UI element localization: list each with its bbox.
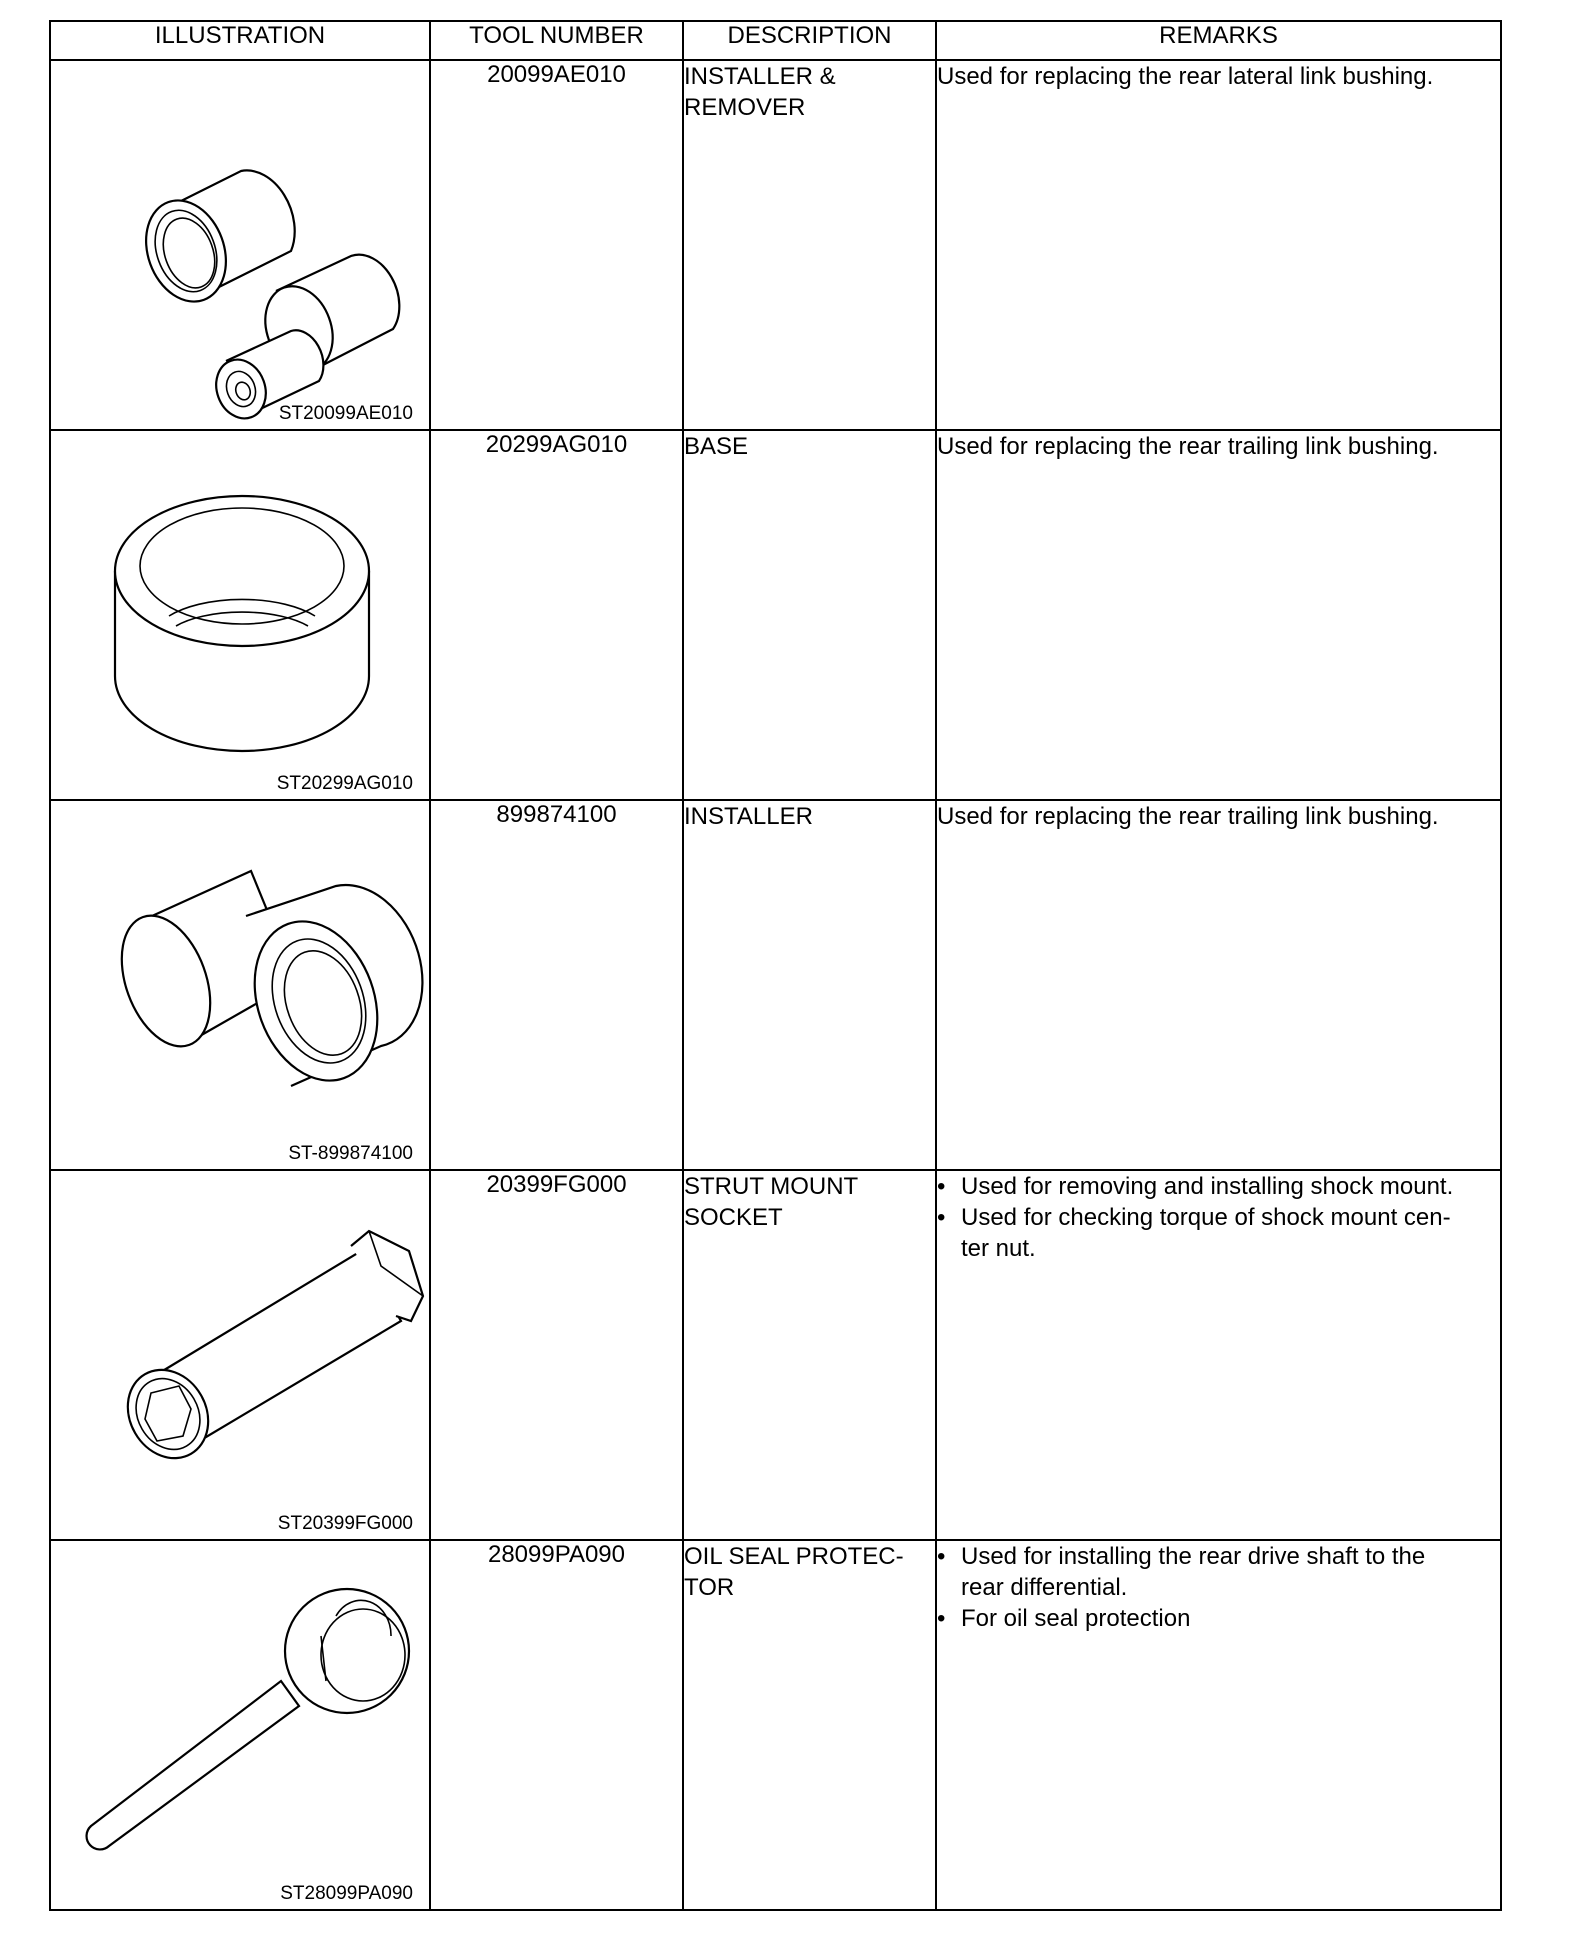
description: INSTALLER <box>683 800 936 1170</box>
header-description: DESCRIPTION <box>683 21 936 60</box>
remarks <box>936 1170 1501 1540</box>
illustration-cell <box>50 800 430 1170</box>
installer-remover-icon <box>51 61 431 429</box>
description: STRUT MOUNT SOCKET <box>683 1170 936 1540</box>
remark-text: For oil seal protection <box>961 1605 1191 1632</box>
strut-socket-icon <box>51 1171 431 1539</box>
illustration-cell <box>50 1540 430 1910</box>
bullet-icon: • <box>937 1204 946 1231</box>
table-row <box>50 430 1501 800</box>
tool-number: 28099PA090 <box>430 1540 683 1910</box>
table-row <box>50 1170 1501 1540</box>
table-row <box>50 800 1501 1170</box>
illustration-code: ST20399FG000 <box>277 1513 413 1534</box>
illustration-cell <box>50 60 430 430</box>
description: INSTALLER & REMOVER <box>683 60 936 430</box>
remark-text: Used for installing the rear drive shaft to the rear differential. <box>961 1543 1426 1601</box>
base-ring-icon <box>51 431 431 799</box>
illustration-cell <box>50 430 430 800</box>
illustration-cell <box>50 1170 430 1540</box>
remarks <box>936 800 1501 1170</box>
remarks <box>936 60 1501 430</box>
remark-text: Used for replacing the rear lateral link bushing. <box>937 63 1434 90</box>
remark-bullet <box>937 1202 1500 1264</box>
remark-bullet <box>937 1541 1500 1603</box>
remark-text: Used for removing and installing shock mount. <box>961 1173 1454 1200</box>
illustration-code: ST-899874100 <box>288 1143 413 1164</box>
tool-number: 20099AE010 <box>430 60 683 430</box>
remarks <box>936 430 1501 800</box>
bullet-icon: • <box>937 1543 946 1570</box>
header-remarks: REMARKS <box>936 21 1501 60</box>
illustration-code: ST20099AE010 <box>278 403 413 424</box>
tool-number: 899874100 <box>430 800 683 1170</box>
header-illustration: ILLUSTRATION <box>50 21 430 60</box>
tool-number: 20299AG010 <box>430 430 683 800</box>
remark-text: Used for replacing the rear trailing link bushing. <box>937 433 1439 460</box>
description: BASE <box>683 430 936 800</box>
bullet-icon: • <box>937 1173 946 1200</box>
header-row <box>50 21 1501 60</box>
special-tools-table <box>49 20 1502 1911</box>
table-row <box>50 1540 1501 1910</box>
description: OIL SEAL PROTEC- TOR <box>683 1540 936 1910</box>
table-row <box>50 60 1501 430</box>
oil-seal-protector-icon <box>51 1541 431 1909</box>
remark-text: Used for checking torque of shock mount cen- ter nut. <box>961 1204 1451 1262</box>
remark-bullet <box>937 1171 1500 1202</box>
remarks <box>936 1540 1501 1910</box>
remark-bullet <box>937 1603 1500 1634</box>
tool-number: 20399FG000 <box>430 1170 683 1540</box>
illustration-code: ST28099PA090 <box>280 1883 413 1904</box>
knurled-installer-icon <box>51 801 431 1169</box>
header-tool-number: TOOL NUMBER <box>430 21 683 60</box>
illustration-code: ST20299AG010 <box>276 773 413 794</box>
bullet-icon: • <box>937 1605 946 1632</box>
remark-text: Used for replacing the rear trailing link bushing. <box>937 803 1439 830</box>
